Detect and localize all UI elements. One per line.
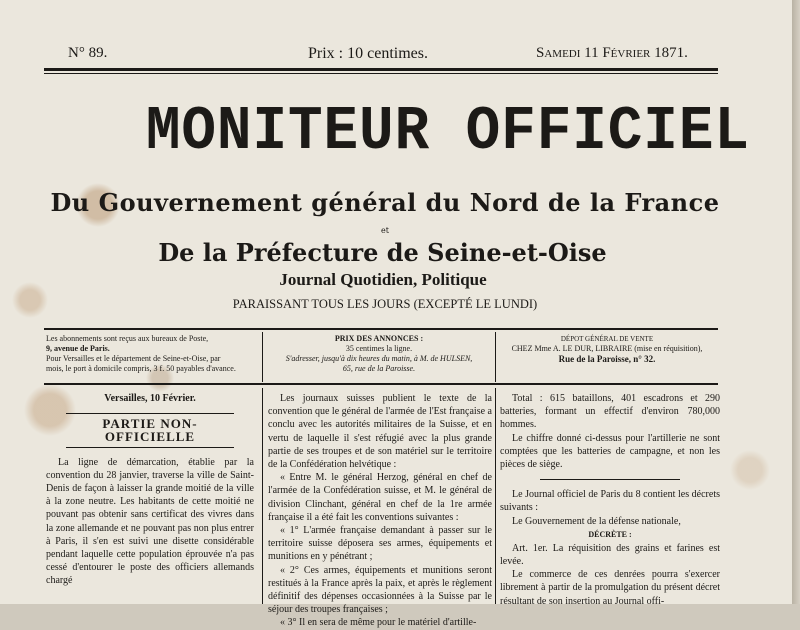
column-3-para-5: Le commerce de ces denrées pourra s'exercer librement à partir de la promulgation du présent décret résultant de son insertion au Journal offi- — [500, 569, 720, 607]
info-divider-2 — [495, 332, 496, 382]
column-2-para-1: Les journaux suisses publient le texte de la convention que le général de l'armée de l'Est française a conclu avec les autorités militaires de la Suisse, et en vertu de laquelle il s'est réfugié avec la plus grande partie de ses troupes et de son matériel sur le territoire de la Confédération helvétique : — [268, 393, 492, 471]
column-3-para-2: Le chiffre donné ci-dessus pour l'artillerie ne sont comptées que les batteries de campagne, et non les pièces de siège. — [500, 432, 720, 471]
dateline: Versailles, 10 Février. — [104, 393, 196, 404]
issue-date: Samedi 11 Février 1871. — [536, 45, 688, 61]
info-divider-1 — [262, 332, 263, 382]
masthead-et: et — [381, 226, 389, 235]
info-rule-top — [44, 328, 718, 330]
masthead-subtitle-3: Journal Quotidien, Politique — [279, 270, 487, 289]
subscriptions-box — [46, 334, 258, 374]
ads-box — [266, 334, 492, 374]
subscriptions-line-3: Pour Versailles et le département de Seine-et-Oise, par — [46, 354, 221, 363]
depot-line-2: Rue de la Paroisse, n° 32. — [558, 354, 656, 364]
column-3-para-1: Total : 615 bataillons, 401 escadrons et 290 batteries, formant un effectif d'environ 780,000 hommes. — [500, 393, 720, 431]
issue-number: N° 89. — [68, 45, 108, 61]
header-rule — [44, 68, 718, 71]
masthead-subtitle-1: Du Gouvernement général du Nord de la France — [50, 188, 720, 217]
column-3-para-3: Le Journal officiel de Paris du 8 contient les décrets suivants : — [500, 489, 720, 514]
column-2-para-3: « 1° L'armée française demandant à passer sur le territoire suisse déposera ses armes, équipements et munitions en y pénétrant ; — [268, 525, 492, 563]
ads-line-1: 35 centimes la ligne. — [345, 344, 413, 353]
column-3-separator — [540, 479, 680, 480]
ads-line-3: 65, rue de la Paroisse. — [342, 364, 416, 373]
masthead-subtitle-4: PARAISSANT TOUS LES JOURS (EXCEPTÉ LE LUNDI) — [232, 297, 538, 311]
ads-line-2: S'adresser, jusqu'à dix heures du matin, à M. de HULSEN, — [285, 354, 473, 363]
depot-title: DÉPOT GÉNÉRAL DE VENTE — [560, 335, 654, 343]
masthead-title: MONITEUR OFFICIEL — [145, 96, 750, 167]
column-2-para-2: « Entre M. le général Herzog, général en chef de l'armée de la Confédération suisse, et M. le général de division Clinchant, général en chef de la 1re armée française il a été fait les conventions suivantes : — [268, 472, 492, 523]
masthead-subtitle-2: De la Préfecture de Seine-et-Oise — [158, 238, 607, 267]
column-2-para-4: « 2° Ces armes, équipements et munitions seront restitués à la France après la paix, et après le règlement définitif des dépenses occasionnées à la Suisse par le séjour des troupes françaises ; — [268, 564, 492, 616]
column-3 — [500, 392, 720, 608]
header-rule-thin — [44, 73, 718, 74]
column-3-para-4: Le Gouvernement de la défense nationale, — [512, 515, 681, 527]
subscriptions-line-4: mois, le port à domicile compris, 3 f. 50 payables d'avance. — [46, 364, 236, 373]
subscriptions-line-1: Les abonnements sont reçus aux bureaux de Poste, — [46, 334, 209, 343]
price: Prix : 10 centimes. — [308, 45, 428, 62]
ads-title: PRIX DES ANNONCES : — [334, 334, 424, 343]
info-rule-bottom — [44, 383, 718, 385]
column-1 — [46, 392, 254, 588]
depot-box — [498, 334, 716, 364]
decrete-heading: DÉCRÈTE : — [588, 529, 632, 539]
article-1: Art. 1er. La réquisition des grains et farines est levée. — [500, 542, 720, 568]
column-divider-1 — [262, 388, 263, 604]
column-2-para-5: « 3° Il en sera de même pour le matériel d'artille- — [280, 617, 477, 629]
column-divider-2 — [495, 388, 496, 604]
column-1-body: La ligne de démarcation, établie par la convention du 28 janvier, traverse la ville de Saint-Denis de façon à laisser la grande moitié de la ville à la zone neutre. Les habitants de cette moitié ne pouvant pas obtenir sans certificat des vivres dans la zone allemande et ne pouvant pas non plus entrer à Paris, il s'en est suivi une disette considérable pendant laquelle cette population éprouvée n'a pas cessé d'entourer le poste des officiers allemands chargé — [46, 456, 254, 587]
depot-line-1: CHEZ Mme A. LE DUR, LIBRAIRE (mise en réquisition), — [511, 344, 703, 353]
page-edge — [792, 0, 800, 604]
subscriptions-line-2: 9, avenue de Paris. — [46, 344, 110, 353]
column-2 — [268, 392, 492, 630]
section-title: PARTIE NON-OFFICIELLE — [66, 413, 234, 447]
